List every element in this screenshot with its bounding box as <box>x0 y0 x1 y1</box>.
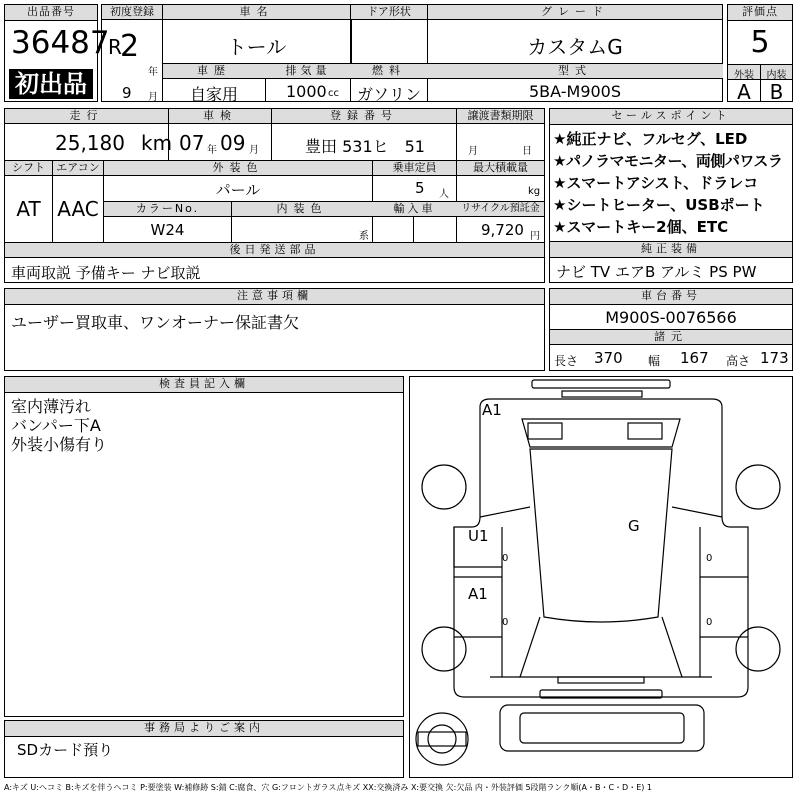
length-label: 長さ <box>554 354 579 368</box>
model: 5BA-M900S <box>528 82 622 101</box>
notes-box <box>4 288 545 371</box>
shift: AT <box>16 197 41 221</box>
mark-zero: 0 <box>502 617 509 628</box>
int-color-unit: 系 <box>359 231 369 242</box>
notes-label: 注意事項欄 <box>5 289 544 305</box>
inspector-note: 外装小傷有り <box>11 435 108 454</box>
sales-points-label: セールスポイント <box>550 109 792 125</box>
sales-points-box <box>549 108 793 258</box>
door-type-label: ドア形状 <box>351 5 427 19</box>
later-parts: 車両取説 予備キー ナビ取説 <box>11 264 201 282</box>
aircon-label: エアコン <box>53 161 103 175</box>
legend: A:キズ U:ヘコミ B:キズを伴うヘコミ P:要塗装 W:補修跡 S:錆 C:腐食、穴 G:フロントガラス点キズ XX:交換済み X:要交換 欠:欠品 内・外装評価 5段階ランク順(A・B・C・D・E) 1 <box>4 783 653 792</box>
width-label: 幅 <box>648 354 661 368</box>
max-load-unit: kg <box>528 186 541 197</box>
first-reg-era: R <box>108 35 122 59</box>
office-label: 事務局よりご案内 <box>5 721 403 737</box>
mileage-unit: km <box>141 131 173 155</box>
inspector-box <box>4 376 404 717</box>
mark-g-windshield: G <box>628 517 640 535</box>
first-reg-month: 9 <box>122 84 132 102</box>
lot-number-label: 出品番号 <box>5 5 97 21</box>
sales-points-list <box>553 128 793 238</box>
car-damage-diagram <box>409 376 793 778</box>
car-outline-diagram <box>410 377 792 777</box>
shaken-month: 09 <box>220 131 246 155</box>
mark-zero: 0 <box>706 553 713 564</box>
shaken-year: 07 <box>179 131 205 155</box>
vehicle-details-table <box>4 108 545 258</box>
mileage: 25,180 <box>55 131 125 155</box>
model-label: 型式 <box>428 64 722 78</box>
import-label: 輸入車 <box>373 202 456 216</box>
later-parts-box <box>4 257 545 283</box>
mileage-label: 走行 <box>5 109 168 123</box>
mark-u1-door: U1 <box>468 527 489 545</box>
score: 5 <box>750 25 770 60</box>
fuel-label: 燃料 <box>351 64 427 78</box>
first-reg-year: 2 <box>120 29 140 64</box>
mark-a1-front: A1 <box>482 401 502 419</box>
specs-label: 諸元 <box>550 330 792 344</box>
score-label: 評価点 <box>728 5 792 21</box>
interior-label: 内装 <box>766 70 787 81</box>
car-name-label: 車名 <box>163 5 350 19</box>
recycle-label: リサイクル預託金 <box>457 202 544 216</box>
grade-label: グレード <box>428 5 722 19</box>
aircon: AAC <box>57 197 99 221</box>
first-listing-badge: 初出品 <box>9 69 93 99</box>
plate: 豊田 531ヒ 51 <box>305 137 425 156</box>
vehicle-header-table <box>101 4 723 102</box>
width: 167 <box>680 349 709 367</box>
capacity-label: 乗車定員 <box>373 161 456 175</box>
office-notes: SDカード預り <box>17 741 114 759</box>
sales-point-item: ★スマートキー2個、ETC <box>553 218 729 236</box>
transfer-day-unit: 日 <box>522 146 532 157</box>
mark-zero: 0 <box>706 617 713 628</box>
mark-zero: 0 <box>502 553 509 564</box>
shaken-label: 車検 <box>169 109 271 123</box>
color-no-label: カラーNo. <box>104 202 231 216</box>
inspector-note: 室内薄汚れ <box>11 397 92 416</box>
chassis-number: M900S-0076566 <box>605 308 737 327</box>
interior-score: B <box>769 80 784 104</box>
ext-color-label: 外装色 <box>104 161 372 175</box>
later-parts-label: 後日発送部品 <box>5 243 544 257</box>
capacity-unit: 人 <box>439 189 449 200</box>
history: 自家用 <box>189 85 238 104</box>
plate-label: 登録番号 <box>272 109 456 123</box>
height-label: 高さ <box>726 354 751 368</box>
sales-point-item: ★パノラマモニター、両側パワスラ <box>553 152 783 170</box>
equipment-label: 純正装備 <box>550 242 792 258</box>
exterior-label: 外装 <box>734 70 754 81</box>
notes: ユーザー買取車、ワンオーナー保証書欠 <box>11 313 300 332</box>
transfer-month-unit: 月 <box>468 146 478 157</box>
sales-point-item: ★純正ナビ、フルセグ、LED <box>553 130 748 148</box>
office-box <box>4 720 404 778</box>
color-no: W24 <box>150 221 185 239</box>
shaken-month-unit: 月 <box>249 145 259 156</box>
inspector-note: バンパー下A <box>11 416 101 435</box>
equipment-box <box>549 241 793 283</box>
height: 173 <box>760 349 789 367</box>
exterior-score: A <box>737 80 751 104</box>
lot-number-box <box>4 4 110 102</box>
displacement-label: 排気量 <box>266 64 350 78</box>
inspector-label: 検査員記入欄 <box>5 377 403 393</box>
sales-point-item: ★スマートアシスト、ドラレコ <box>553 174 759 192</box>
mark-a1-door: A1 <box>468 585 488 603</box>
grade: カスタムG <box>527 35 623 59</box>
shift-label: シフト <box>5 161 52 175</box>
first-reg-month-unit: 月 <box>148 92 158 103</box>
ext-color: パール <box>215 181 261 199</box>
recycle-unit: 円 <box>530 231 540 242</box>
max-load-label: 最大積載量 <box>457 161 544 175</box>
capacity: 5 <box>415 179 425 197</box>
sales-point-item: ★シートヒーター、USBポート <box>553 196 765 214</box>
score-box <box>727 4 793 102</box>
lot-number: 36487 <box>11 25 110 61</box>
car-name: トール <box>226 35 287 59</box>
transfer-deadline-label: 譲渡書類期限 <box>457 109 544 123</box>
int-color-label: 内装色 <box>232 202 372 216</box>
shaken-year-unit: 年 <box>207 145 217 156</box>
first-reg-year-unit: 年 <box>148 67 158 78</box>
recycle: 9,720 <box>481 221 524 239</box>
chassis-label: 車台番号 <box>550 289 792 305</box>
chassis-box <box>549 288 793 371</box>
history-label: 車歴 <box>163 64 265 78</box>
displacement: 1000 <box>286 82 327 101</box>
equipment: ナビ TV エアB アルミ PS PW <box>556 263 757 281</box>
first-reg-label: 初度登録 <box>102 5 162 19</box>
fuel: ガソリン <box>356 85 421 104</box>
length: 370 <box>594 349 623 367</box>
displacement-unit: cc <box>328 88 339 99</box>
